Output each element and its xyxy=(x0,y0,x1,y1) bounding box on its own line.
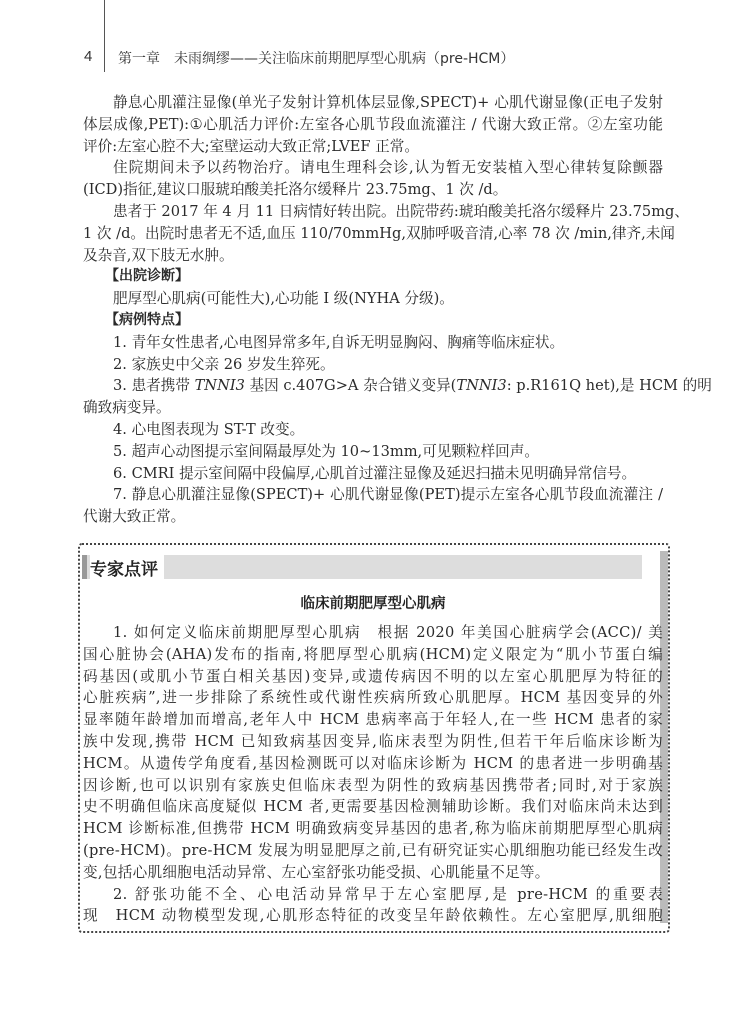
text-line: 体层成像,PET):①心肌活力评价:左室各心肌节段血流灌注 / 代谢大致正常。②左室功能 xyxy=(83,115,663,133)
section-heading: 【病例特点】 xyxy=(105,311,189,328)
header-divider xyxy=(104,0,105,72)
text-line: 代谢大致正常。 xyxy=(83,508,186,526)
expert-box-header-mark xyxy=(82,555,87,579)
text-line: 变,包括心肌细胞电活动异常、左心室舒张功能受损、心肌能量不足等。 xyxy=(83,863,550,881)
running-title: 第一章 未雨绸缪——关注临床前期肥厚型心肌病（pre-HCM） xyxy=(118,51,515,67)
expert-box-title: 临床前期肥厚型心肌病 xyxy=(300,596,446,612)
text-line: HCM。从遗传学角度看,基因检测既可以对临床诊断为 HCM 的患者进一步明确基 xyxy=(83,754,663,772)
text-line: 现 HCM 动物模型发现,心肌形态特征的改变呈年龄依赖性。左心室肥厚,肌细胞 xyxy=(83,907,663,925)
text-line: 码基因(或肌小节蛋白相关基因)变异,或遗传病因不明的以左室心肌肥厚为特征的 xyxy=(83,667,663,685)
text-line: 6. CMRI 提示室间隔中段偏厚,心肌首过灌注显像及延迟扫描未见明确异常信号。 xyxy=(113,464,637,482)
text-line: 显率随年龄增加而增高,老年人中 HCM 患病率高于年轻人,在一些 HCM 患者的家 xyxy=(83,711,663,729)
text-line: 静息心肌灌注显像(单光子发射计算机体层显像,SPECT)+ 心肌代谢显像(正电子发射 xyxy=(113,94,663,111)
text-line: 及杂音,双下肢无水肿。 xyxy=(83,246,234,264)
text-line: 7. 静息心肌灌注显像(SPECT)+ 心肌代谢显像(PET)提示左室各心肌节段血流灌注 / xyxy=(113,486,663,504)
text-line: 患者于 2017 年 4 月 11 日病情好转出院。出院带药:琥珀酸美托洛尔缓释片 23.75mg、 xyxy=(113,202,689,220)
page-number: 4 xyxy=(84,48,93,65)
text-line: (ICD)指征,建议口服琥珀酸美托洛尔缓释片 23.75mg、1 次 /d。 xyxy=(83,181,508,199)
text-segment: : p.R161Q het),是 HCM 的明 xyxy=(506,377,712,395)
text-line: 心脏疾病”,进一步排除了系统性或代谢性疾病所致心肌肥厚。HCM 基因变异的外 xyxy=(83,689,663,707)
expert-box-text xyxy=(83,622,663,927)
text-segment: 基因 c.407G>A 杂合错义变异( xyxy=(244,377,457,395)
text-line: 史不明确但临床高度疑似 HCM 者,更需要基因检测辅助诊断。我们对临床尚未达到 xyxy=(83,798,663,816)
text-line: 因诊断,也可以识别有家族史但临床表型为阴性的致病基因携带者;同时,对于家族 xyxy=(83,776,663,794)
expert-box-label: 专家点评 xyxy=(90,555,164,579)
text-line: 4. 心电图表现为 ST-T 改变。 xyxy=(113,420,305,438)
text-line: 评价:左室心腔不大;室壁运动大致正常;LVEF 正常。 xyxy=(83,137,419,155)
text-line: 国心脏协会(AHA)发布的指南,将肥厚型心肌病(HCM)定义限定为“肌小节蛋白编 xyxy=(83,645,663,663)
section-heading: 【出院诊断】 xyxy=(105,268,189,285)
text-line: 2. 家族史中父亲 26 岁发生猝死。 xyxy=(113,355,335,373)
text-line xyxy=(83,375,712,397)
text-line: 确致病变异。 xyxy=(83,399,171,417)
gene-name: TNNI3 xyxy=(456,377,507,395)
text-line: 2. 舒张功能不全、心电活动异常早于左心室肥厚,是 pre-HCM 的重要表 xyxy=(113,885,663,903)
text-line: 住院期间未予以药物治疗。请电生理科会诊,认为暂无安装植入型心律转复除颤器 xyxy=(113,159,663,177)
expert-box-header-bar xyxy=(82,555,642,579)
text-line: 1. 青年女性患者,心电图异常多年,自诉无明显胸闷、胸痛等临床症状。 xyxy=(113,333,565,351)
gene-name: TNNI3 xyxy=(194,377,245,395)
text-segment: 3. 患者携带 xyxy=(113,377,195,395)
text-line: 肥厚型心肌病(可能性大),心功能 Ⅰ 级(NYHA 分级)。 xyxy=(113,290,454,308)
text-line: 族中发现,携带 HCM 已知致病基因变异,临床表型为阴性,但若干年后临床诊断为 xyxy=(83,732,663,750)
text-line: 1. 如何定义临床前期肥厚型心肌病 根据 2020 年美国心脏病学会(ACC)/ 美 xyxy=(113,624,663,641)
text-line: HCM 诊断标准,但携带 HCM 明确致病变异基因的患者,称为临床前期肥厚型心肌病 xyxy=(83,820,663,838)
text-line: 5. 超声心动图提示室间隔最厚处为 10~13mm,可见颗粒样回声。 xyxy=(113,442,539,460)
text-line: 1 次 /d。出院时患者无不适,血压 110/70mmHg,双肺呼吸音清,心率 78 次 /min,律齐,未闻 xyxy=(83,224,675,242)
text-line: (pre-HCM)。pre-HCM 发展为明显肥厚之前,已有研究证实心肌细胞功能已经发生改 xyxy=(83,841,663,859)
case-body-text xyxy=(83,92,712,528)
